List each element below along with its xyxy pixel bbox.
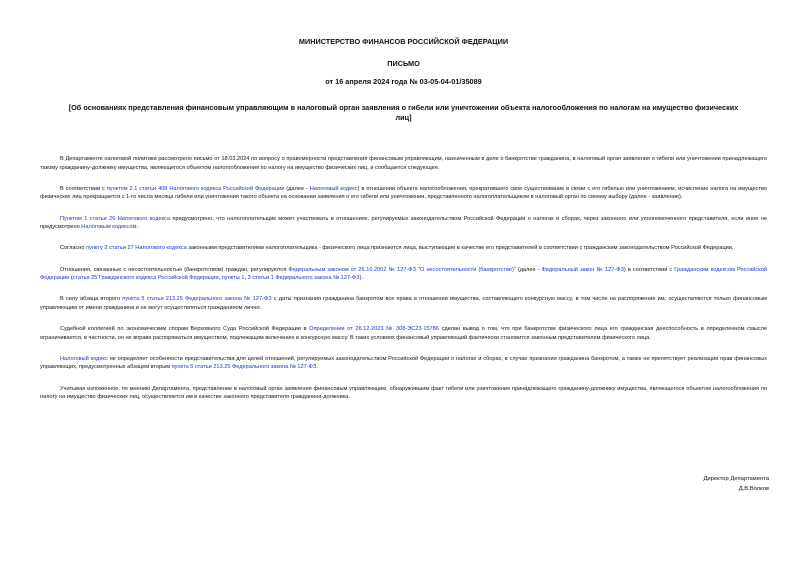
paragraph-text: Отношения, связанные с несостоятельностью (банкротством) граждан, регулируются: [60, 266, 289, 273]
paragraph-text: ) в отношении объекта налогообложения, прекратившего свое существование в связи с его гибелью или уничтожением, исчисление налога на имущество физических лиц прекращается с 1-го числа месяца гибели или уничтожения такого объекта на основании заявления о его гибели или уничтожении, представленного налогоплательщиком в налоговый орган по своему выбору (далее - заявление).: [40, 185, 768, 201]
paragraph-9: [40, 385, 767, 402]
paragraph-6: [40, 295, 767, 312]
paragraph-text: предусмотрено, что налогоплательщик может участвовать в отношениях, регулируемых законодательством Российской Федерации о налогах и сборах, через законного или уполномоченного представителя, если иное не предусмотрено: [40, 215, 767, 231]
link-tax-code[interactable]: Налоговым кодексом: [81, 224, 137, 231]
paragraph-8: [40, 355, 767, 372]
letter-body: [40, 155, 767, 414]
subject-heading: [Об основаниях представления финансовым управляющим в налоговый орган заявления о гибели или уничтожении объекта налогообложения по налогам на имущество физических лиц]: [68, 103, 739, 122]
link-law-127-art1-item3[interactable]: 3 статьи 1 Федерального закона № 127-ФЗ: [247, 275, 360, 282]
signatory-position: Директор Департамента: [703, 476, 769, 482]
link-law-127-art213-25[interactable]: пункта 5 статьи 213.25 Федерального закона № 127-ФЗ: [122, 296, 272, 303]
paragraph-text: ).: [359, 275, 363, 282]
paragraph-text: Согласно: [60, 245, 86, 252]
paragraph-text: В Департаменте налоговой политики рассмотрено письмо от 18.03.2024 по вопросу о правомерности представления финансовым управляющим, назначенным в деле о банкротстве гражданина, в налоговый орган заявления о гибели или уничтожении принадлежащего такому гражданину-должнику имущества, являющегося объектом налогообложения по налогу на имущество физических лиц, и сообщается следующее.: [40, 156, 767, 171]
paragraph-text: Учитывая изложенное, по мнению Департамента, представление в налоговый орган заявления финансовым управляющим, обнаружившим факт гибели или уничтожения принадлежащего гражданину-должнику имущества, являющегося объектом налогообложения по налогу на имущество физических лиц, осуществляется им в качестве законного представителя гражданина-должника.: [40, 385, 767, 401]
paragraph-text: (далее -: [515, 266, 542, 273]
link-federal-law-127-short[interactable]: Федеральный закон № 127-ФЗ: [541, 266, 624, 273]
paragraph-2: [40, 185, 767, 202]
link-supreme-court-ruling[interactable]: Определении от 26.12.2023 № 308-ЭС23-15786: [309, 326, 439, 333]
link-tax-code-art408[interactable]: пунктом 2.1 статьи 408 Налогового кодекса Российской Федерации: [106, 185, 285, 192]
paragraph-7: [40, 325, 767, 342]
link-federal-law-127[interactable]: Федеральным законом от 26.10.2002 № 127-ФЗ "О несостоятельности (банкротстве)": [288, 266, 516, 273]
paragraph-text: Судебной коллегией по экономическим спорам Верховного Суда Российской Федерации в: [60, 326, 310, 333]
paragraph-text: .: [316, 364, 318, 371]
date-number-heading: от 16 апреля 2024 года № 03-05-04-01/35089: [325, 77, 482, 86]
ministry-heading: МИНИСТЕРСТВО ФИНАНСОВ РОССИЙСКОЙ ФЕДЕРАЦИИ: [298, 37, 509, 46]
paragraph-text: ) в соответствии с: [623, 266, 675, 273]
paragraph-text: (: [69, 275, 73, 282]
link-civil-code-art25[interactable]: статья 25 Гражданского кодекса Российской Федерации: [72, 275, 219, 282]
paragraph-text: ,: [218, 275, 222, 282]
link-law-127-art213-25[interactable]: пункта 5 статьи 213.25 Федерального закона № 127-ФЗ: [171, 364, 317, 371]
paragraph-text: с даты признания гражданина банкротом все права в отношении имущества, составляющего конкурсную массу, в том числе на распоряжение им, осуществляются только финансовым управляющим от имени гражданина и не могут осуществляться гражданином лично.: [40, 296, 767, 311]
paragraph-text: не определяет особенности представительства для целей отношений, регулируемых законодательством Российской Федерации о налогах и сборах, в случае признания гражданина банкротом, а также не препятствует реализации прав финансовых управляющих, предусмотренных абзацем вторым: [40, 355, 768, 371]
signatory-name: Д.В.Волков: [738, 486, 769, 492]
paragraph-text: (далее -: [284, 185, 310, 192]
paragraph-text: .: [136, 224, 139, 231]
link-law-127-item1[interactable]: пункты 1: [221, 275, 245, 282]
paragraph-text: сделан вывод о том, что при банкротстве физического лица его гражданская дееспособность в определенном смысле ограничивается, в частности, он не вправе распоряжаться имуществом, подлежащим включению в конкурсную массу. В таких условиях финансовый управляющий фактически становится законным представителем физического лица.: [40, 326, 767, 341]
paragraph-3: [40, 215, 767, 232]
paragraph-text: В силу абзаца второго: [60, 296, 123, 303]
document-type-heading: ПИСЬМО: [387, 59, 420, 68]
paragraph-5: [40, 266, 767, 283]
paragraph-text: В соответствии с: [60, 185, 107, 192]
link-tax-code-art26[interactable]: Пунктом 1 статьи 26 Налогового кодекса: [60, 215, 171, 222]
paragraph-4: [40, 244, 767, 253]
paragraph-text: законными представителями налогоплательщика - физического лица признаются лица, выступающие в качестве его представителей в соответствии с гражданским законодательством Российской Федерации.: [186, 245, 734, 252]
link-civil-code[interactable]: Гражданским кодексом Российской Федерации: [40, 266, 767, 282]
link-tax-code[interactable]: Налоговый кодекс: [309, 185, 358, 192]
link-tax-code-art27[interactable]: пункту 2 статьи 27 Налогового кодекса: [86, 245, 187, 252]
link-tax-code[interactable]: Налоговый кодекс: [60, 355, 108, 362]
signature-block: [703, 474, 769, 494]
paragraph-1: [40, 155, 767, 172]
paragraph-text: ,: [244, 275, 248, 282]
